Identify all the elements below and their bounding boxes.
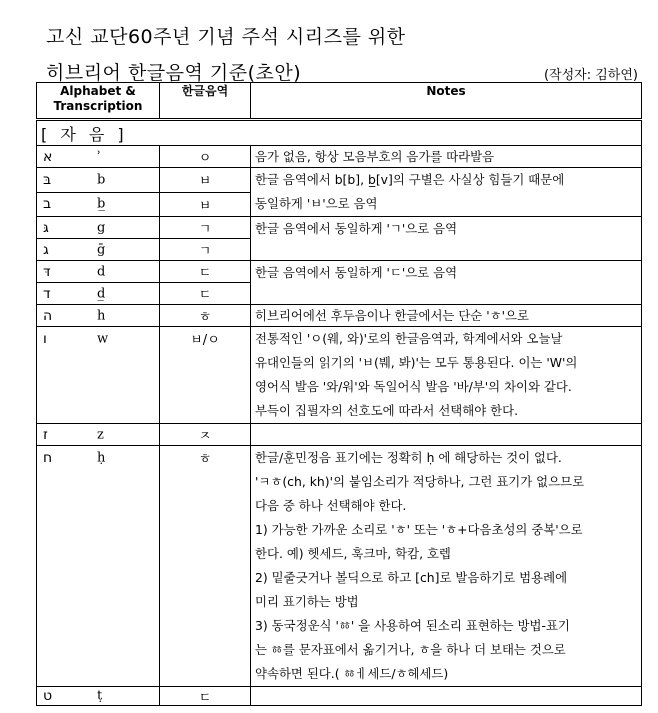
hebrew-letter: ד <box>43 285 51 302</box>
notes-cell <box>251 168 642 217</box>
alphabet-cell <box>37 168 160 193</box>
table-row <box>37 446 642 687</box>
transcription: g <box>97 220 106 235</box>
notes-cell <box>251 424 642 446</box>
note-line: 한글 음역에서 동일하게 'ㄷ'으로 음역 <box>255 265 458 280</box>
notes-cell <box>251 687 642 706</box>
hangul-cell: ㅎ <box>160 305 251 327</box>
note-line: 한다. 예) 헷세드, 훅크마, 학캄, 호렙 <box>255 546 451 561</box>
hebrew-letter: בּ <box>43 171 52 188</box>
hangul-cell: ㄱ <box>160 217 251 239</box>
note-line: 유대인들의 읽기의 'ㅂ(붸, 봐)'는 모두 통용된다. 이는 'W'의 <box>255 355 578 370</box>
hangul-cell: ㄷ <box>160 261 251 283</box>
note-line: 한글/훈민정음 표기에는 정확히 ḥ 에 해당하는 것이 없다. <box>255 450 562 465</box>
hangul-cell: ㄷ <box>160 687 251 706</box>
hebrew-letter: ה <box>43 307 53 324</box>
hebrew-letter: א <box>43 148 53 165</box>
note-line: 'ㅋㅎ(ch, kh)'의 붙임소리가 적당하나, 그런 표기가 없으므로 <box>255 474 585 489</box>
notes-cell <box>251 261 642 305</box>
notes-cell <box>251 305 642 327</box>
table-row <box>37 168 642 193</box>
hebrew-letter: ב <box>43 196 52 213</box>
transcription: ʾ <box>97 149 101 164</box>
notes-cell <box>251 327 642 424</box>
alphabet-cell <box>37 261 160 283</box>
alphabet-cell <box>37 305 160 327</box>
hangul-cell: ㅂ/ㅇ <box>160 327 251 424</box>
notes-cell <box>251 146 642 168</box>
section-consonants: [ 자 음 ] <box>37 120 642 146</box>
hangul-cell: ㄱ <box>160 239 251 261</box>
hangul-cell: ㄷ <box>160 283 251 305</box>
table-row <box>37 305 642 327</box>
note-line: 3) 동국정운식 'ㆅ' 을 사용하여 된소리 표현하는 방법-표기 <box>255 618 570 633</box>
note-line: 다음 중 하나 선택해야 한다. <box>255 498 407 513</box>
hebrew-letter: ז <box>43 426 48 443</box>
author-note: (작성자: 김하연) <box>543 68 638 83</box>
hebrew-letter: ו <box>43 331 47 347</box>
header-alphabet-line1: Alphabet & <box>60 84 136 98</box>
notes-cell <box>251 217 642 261</box>
hangul-cell: ㅇ <box>160 146 251 168</box>
alphabet-cell <box>37 327 160 424</box>
table-header-row <box>37 83 642 120</box>
alphabet-cell <box>37 192 160 217</box>
table-row <box>37 687 642 706</box>
transcription: ḡ <box>97 242 106 257</box>
table-row <box>37 146 642 168</box>
note-line: 2) 밑줄긋거나 볼딕으로 하고 [ch]로 발음하기로 범용례에 <box>255 570 568 585</box>
table-row <box>37 424 642 446</box>
alphabet-cell <box>37 446 160 687</box>
header-notes: Notes <box>251 83 642 120</box>
note-line: 부득이 집필자의 선호도에 따라서 선택해야 한다. <box>255 403 519 418</box>
hebrew-letter: גּ <box>43 219 49 236</box>
header-alphabet <box>37 83 160 120</box>
note-line: 히브리어에선 후두음이나 한글에서는 단순 'ㅎ'으로 <box>255 307 529 323</box>
note-line: 미리 표기하는 방법 <box>255 594 359 609</box>
transcription: b <box>97 172 106 188</box>
transcription: b̲ <box>97 196 106 212</box>
hebrew-letter: דּ <box>43 263 51 280</box>
note-line: 영어식 발음 '와/워'와 독일어식 발음 '바/부'의 차이와 같다. <box>255 379 572 394</box>
table-row <box>37 261 642 283</box>
transcription: d <box>97 264 106 279</box>
alphabet-cell <box>37 217 160 239</box>
alphabet-cell <box>37 687 160 706</box>
hebrew-letter: ג <box>43 241 49 258</box>
note-line: 약속하면 된다.( ㆅㅔ세드/ㅎ헤세드) <box>255 666 449 681</box>
document-title-line2: 히브리어 한글음역 기준(초안) <box>46 62 302 84</box>
note-line: 한글 음역에서 동일하게 'ㄱ'으로 음역 <box>255 221 458 236</box>
note-line: 한글 음역에서 b[b], b̲[v]의 구별은 사실상 힘들기 때문에 <box>255 172 565 187</box>
table-row <box>37 217 642 239</box>
header-hangul: 한글음역 <box>160 83 251 120</box>
document-title-line1: 고신 교단60주년 기념 주석 시리즈를 위한 <box>46 26 406 48</box>
header-alphabet-line2: Transcription <box>53 99 143 113</box>
alphabet-cell <box>37 146 160 168</box>
section-row <box>37 120 642 146</box>
transcription: z <box>97 427 104 442</box>
transcription: h <box>97 308 106 323</box>
alphabet-cell <box>37 283 160 305</box>
transcription: d̲ <box>97 286 106 301</box>
notes-cell <box>251 446 642 687</box>
transcription: ṭ <box>97 688 103 704</box>
hangul-cell: ㅈ <box>160 424 251 446</box>
alphabet-cell <box>37 424 160 446</box>
table-row <box>37 327 642 424</box>
hebrew-letter: ט <box>43 688 53 704</box>
note-line: 는 ㆅ를 문자표에서 옮기거나, ㅎ을 하나 더 보태는 것으로 <box>255 642 566 657</box>
alphabet-cell <box>37 239 160 261</box>
note-line: 음가 없음, 항상 모음부호의 음가를 따라발음 <box>255 148 495 164</box>
transcription: ḥ <box>97 450 106 466</box>
note-line: 1) 가능한 가까운 소리로 'ㅎ' 또는 'ㅎ+다음초성의 중복'으로 <box>255 522 583 537</box>
hangul-cell: ㅂ <box>160 192 251 217</box>
hebrew-letter: ח <box>43 450 53 466</box>
transcription: w <box>97 331 109 347</box>
hangul-cell: ㅎ <box>160 446 251 687</box>
transliteration-table <box>36 82 642 706</box>
note-line: 전통적인 'ㅇ(웨, 와)'로의 한글음역과, 학계에서와 오늘날 <box>255 331 563 346</box>
hangul-cell: ㅂ <box>160 168 251 193</box>
note-line: 동일하게 'ㅂ'으로 음역 <box>255 196 378 211</box>
